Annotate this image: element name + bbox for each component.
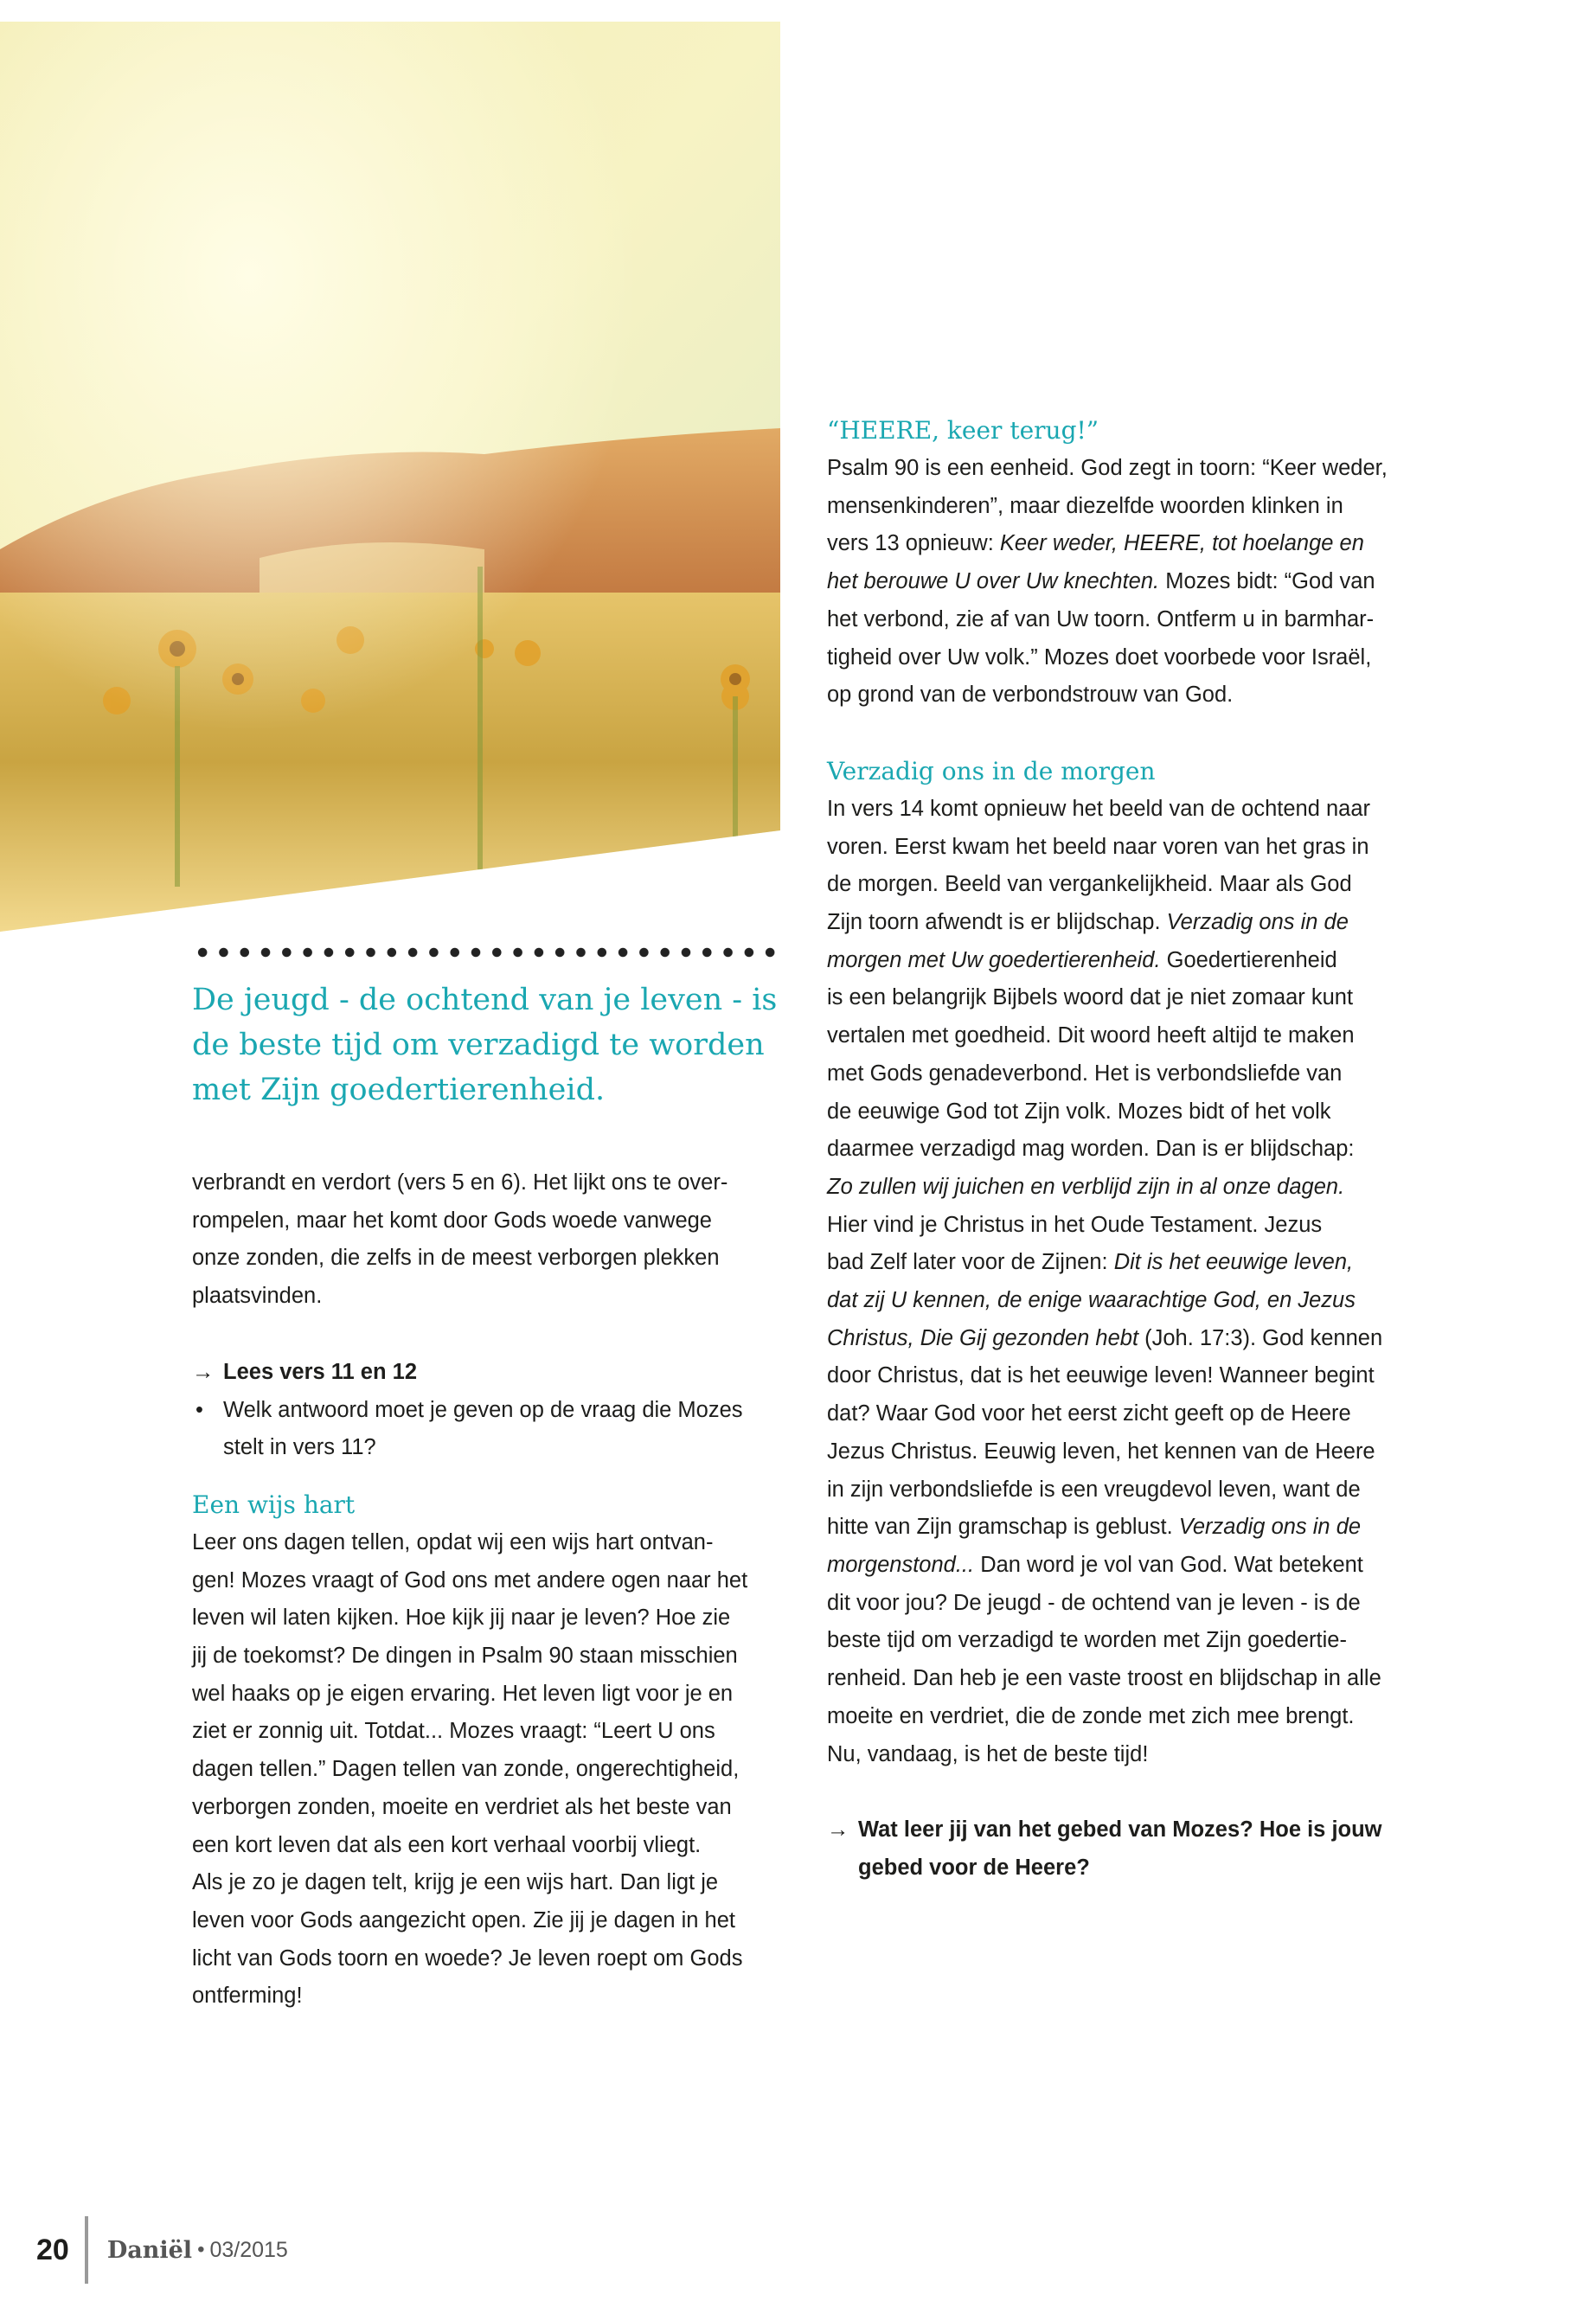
question-bullet: • Welk antwoord moet je geven op de vraag die Mozes stelt in vers 11?	[192, 1392, 789, 1467]
right-column	[827, 412, 1433, 1888]
wijs-hart-paragraph: Leer ons dagen tellen, opdat wij een wijs hart ontvan- gen! Mozes vraagt of God ons met andere ogen naar het leven wil laten kijken. Hoe kijk jij naar je leven? Hoe zie jij de toekomst? De dingen in Psalm 90 staan misschien wel haaks op je eigen ervaring. Het leven ligt voor je en ziet er zonnig uit. Totdat... Mozes vraagt: “Leert U ons dagen tellen.” Dagen tellen van zonde, ongerechtigheid, verborgen zonden, moeite en verdriet als het beste van een kort leven dat als een kort verhaal voorbij vliegt. Als je zo je dagen telt, krijg je een wijs hart. Dan ligt je leven voor Gods aangezicht open. Zie jij je dagen in het licht van Gods toorn en woede? Je leven roept om Gods ontferming!	[192, 1529, 748, 2009]
page-number: 20	[36, 2233, 69, 2266]
final-question: → Wat leer jij van het gebed van Mozes? Hoe is jouw gebed voor de Heere?	[827, 1811, 1433, 1887]
footer-separator: •	[197, 2238, 205, 2261]
magazine-title: Daniël	[106, 2236, 193, 2264]
intro-paragraph: verbrandt en verdort (vers 5 en 6). Het lijkt ons te over- rompelen, maar het komt door Gods woede vanwege onze zonden, die zelfs in de meest verborgen plekken plaatsvinden.	[192, 1170, 728, 1309]
footer-divider	[85, 2216, 88, 2284]
sunflower-field-photo	[0, 22, 780, 932]
arrow-right-icon: →	[827, 1817, 849, 1843]
pull-quote: De jeugd - de ochtend van je leven - is de beste tijd om verzadigd te worden met Zijn goedertierenheid.	[192, 983, 778, 1107]
section-heading-wijs-hart: Een wijs hart	[192, 1490, 356, 1519]
arrow-right-icon: →	[192, 1359, 215, 1384]
page-footer	[36, 2216, 288, 2284]
read-prompt: → Lees vers 11 en 12	[192, 1354, 789, 1392]
section-heading-heere-keer-terug: “HEERE, keer terug!”	[827, 416, 1099, 445]
bullet-icon: •	[195, 1397, 203, 1422]
verzadig-paragraph: In vers 14 komt opnieuw het beeld van de ochtend naar voren. Eerst kwam het beeld naar voren van het gras in de morgen. Beeld van vergankelijkheid. Maar als God Zijn toorn afwendt is er blijdschap. Verzadig ons in de morgen met Uw goedertierenheid. Goedertierenheid is een belangrijk Bijbels woord dat je niet zomaar kunt vertalen met goedheid. Dit woord heeft altijd te maken met Gods genadeverbond. Het is verbondsliefde van de eeuwige God tot Zijn volk. Mozes bidt of het volk daarmee verzadigd mag worden. Dan is er blijdschap: Zo zullen wij juichen en verblijd zijn in al onze dagen. Hier vind je Christus in het Oude Testament. Jezus bad Zelf later voor de Zijnen: Dit is het eeuwige leven, dat zij U kennen, de enige waarachtige God, en Jezus Christus, Die Gij gezonden hebt (Joh. 17:3). God kennen door Christus, dat is het eeuwige leven! Wanneer begint dat? Waar God voor het eerst zicht geeft op de Heere Jezus Christus. Eeuwig leven, het kennen van de Heere in zijn verbondsliefde is een vreugdevol leven, want de hitte van Zijn gramschap is geblust. Verzadig ons in de morgenstond... Dan word je vol van God. Wat betekent dit voor jou? De jeugd - de ochtend van je leven - is de beste tijd om verzadigd te worden met Zijn goedertie- renheid. Dan heb je een vaste troost en blijdschap in alle moeite en verdriet, die de zonde met zich mee brengt. Nu, vandaag, is het de beste tijd!	[827, 796, 1383, 1766]
left-column	[192, 1164, 789, 2016]
heere-paragraph: Psalm 90 is een eenheid. God zegt in toorn: “Keer weder, mensenkinderen”, maar diezelfde woorden klinken in vers 13 opnieuw: Keer weder, HEERE, tot hoelange en het berouwe U over Uw knechten. Mozes bidt: “God van het verbond, zie af van Uw toorn. Ontferm u in barmhar- tigheid over Uw volk.” Mozes doet voorbede voor Israël, op grond van de verbondstrouw van God.	[827, 456, 1388, 708]
section-heading-verzadig: Verzadig ons in de morgen	[827, 756, 1156, 785]
issue-number: 03/2015	[209, 2237, 288, 2262]
dotted-divider	[192, 946, 780, 958]
